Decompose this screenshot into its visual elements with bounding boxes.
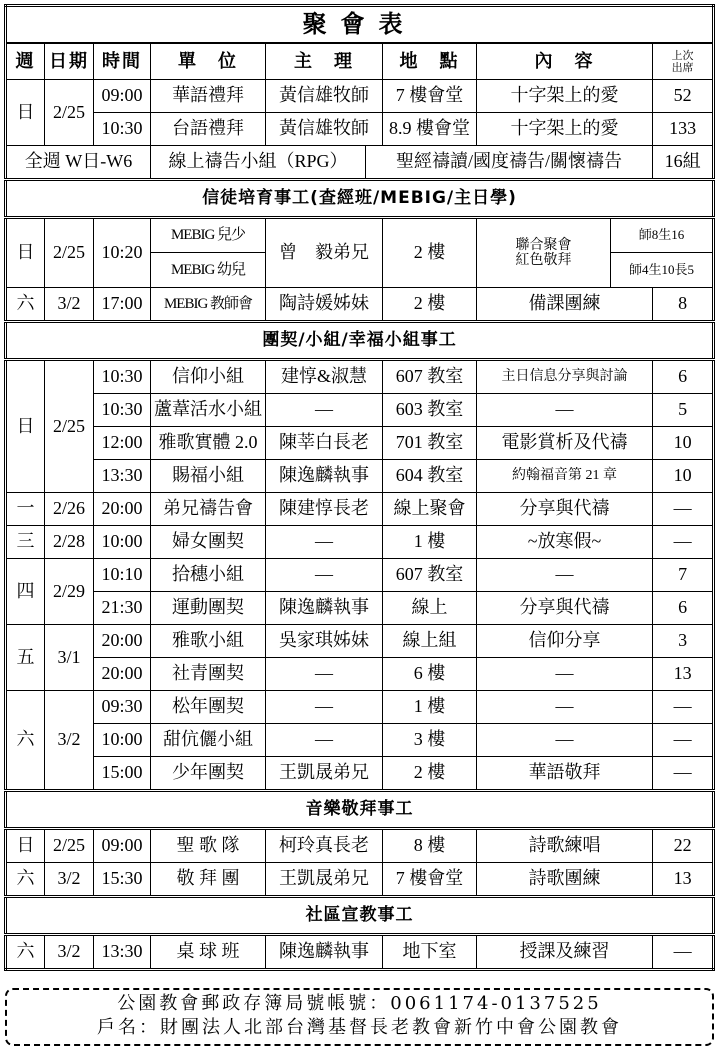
section-heading: 音樂敬拜事工: [6, 791, 714, 829]
content-cell: 詩歌練唱: [477, 829, 653, 863]
header-weekday: 週: [6, 43, 45, 80]
leader-cell: 陳逸麟執事: [266, 592, 383, 625]
content-cell: 十字架上的愛: [477, 80, 653, 113]
table-row: [6, 592, 714, 625]
header-row: [6, 43, 714, 80]
time-cell: 10:30: [94, 113, 151, 146]
place-cell: 3 樓: [383, 724, 477, 757]
table-row: [6, 658, 714, 691]
weekday-cell: 一: [6, 493, 45, 526]
content-cell: 華語敬拜: [477, 757, 653, 791]
weekday-cell: 六: [6, 863, 45, 897]
time-cell: 21:30: [94, 592, 151, 625]
content-cell: 主日信息分享與討論: [477, 360, 653, 394]
header-leader: 主 理: [266, 43, 383, 80]
attendance-cell: 10: [653, 427, 714, 460]
content-cell: 十字架上的愛: [477, 113, 653, 146]
rpg-content-cell: 聖經禱讀/國度禱告/關懷禱告: [366, 146, 653, 180]
place-cell: 8.9 樓會堂: [383, 113, 477, 146]
content-cell: —: [477, 691, 653, 724]
attendance-cell: 5: [653, 394, 714, 427]
place-cell: 1 樓: [383, 526, 477, 559]
leader-cell: —: [266, 691, 383, 724]
attendance-cell: 13: [653, 658, 714, 691]
unit-cell: 少年團契: [151, 757, 266, 791]
rpg-attendance-cell: 16組: [653, 146, 714, 180]
leader-cell: 曾 毅弟兄: [266, 218, 383, 288]
attendance-cell: 6: [653, 592, 714, 625]
leader-cell: 吳家琪姊妹: [266, 625, 383, 658]
table-row: [6, 526, 714, 559]
weekday-cell: 日: [6, 829, 45, 863]
time-cell: 10:00: [94, 724, 151, 757]
content-cell: [477, 218, 611, 288]
header-attendance: [653, 43, 714, 80]
header-time: 時間: [94, 43, 151, 80]
header-place: 地 點: [383, 43, 477, 80]
account-number: 公園教會郵政存簿局號帳號：0061174-0137525: [117, 993, 602, 1014]
leader-cell: 陳建惇長老: [266, 493, 383, 526]
date-cell: 2/25: [45, 829, 94, 863]
header-attendance-line: 上次: [671, 48, 694, 62]
place-cell: 1 樓: [383, 691, 477, 724]
attendance-cell: —: [653, 935, 714, 970]
leader-cell: 王凱晟弟兄: [266, 757, 383, 791]
date-cell: 3/2: [45, 935, 94, 970]
unit-cell: 聖 歌 隊: [151, 829, 266, 863]
time-cell: 09:30: [94, 691, 151, 724]
unit-cell: 拾穗小組: [151, 559, 266, 592]
unit-cell: 信仰小組: [151, 360, 266, 394]
content-cell: 分享與代禱: [477, 493, 653, 526]
rpg-row: [6, 146, 714, 180]
attendance-cell: —: [653, 493, 714, 526]
content-cell: 分享與代禱: [477, 592, 653, 625]
date-cell: 3/2: [45, 288, 94, 322]
section-heading-row: [6, 322, 714, 360]
table-row: [6, 863, 714, 897]
header-content: 內 容: [477, 43, 653, 80]
leader-cell: 陳逸麟執事: [266, 460, 383, 493]
place-cell: 7 樓會堂: [383, 80, 477, 113]
leader-cell: —: [266, 394, 383, 427]
content-cell: —: [477, 559, 653, 592]
meeting-schedule-table: [4, 4, 715, 971]
place-cell: 701 教室: [383, 427, 477, 460]
place-cell: 603 教室: [383, 394, 477, 427]
content-cell: —: [477, 724, 653, 757]
attendance-cell: —: [653, 724, 714, 757]
table-row: [6, 360, 714, 394]
rpg-unit-cell: 線上禱告小組（RPG）: [151, 146, 366, 180]
date-cell: 2/25: [45, 218, 94, 288]
weekday-cell: 日: [6, 80, 45, 146]
table-row: [6, 80, 714, 113]
date-cell: 2/28: [45, 526, 94, 559]
leader-cell: —: [266, 526, 383, 559]
attendance-cell: 13: [653, 863, 714, 897]
unit-cell: 弟兄禱告會: [151, 493, 266, 526]
unit-cell: 松年團契: [151, 691, 266, 724]
place-cell: 2 樓: [383, 218, 477, 288]
date-cell: 3/1: [45, 625, 94, 691]
header-unit: 單 位: [151, 43, 266, 80]
time-cell: 13:30: [94, 460, 151, 493]
place-cell: 線上聚會: [383, 493, 477, 526]
unit-cell: MEBIG 幼兒: [151, 253, 266, 288]
time-cell: 15:00: [94, 757, 151, 791]
section-heading-row: [6, 180, 714, 218]
attendance-cell: 7: [653, 559, 714, 592]
unit-cell: 台語禮拜: [151, 113, 266, 146]
section-heading-row: [6, 897, 714, 935]
weekday-cell: 五: [6, 625, 45, 691]
table-row: [6, 625, 714, 658]
leader-cell: 柯玲真長老: [266, 829, 383, 863]
leader-cell: 王凱晟弟兄: [266, 863, 383, 897]
content-cell: 約翰福音第 21 章: [477, 460, 653, 493]
mebig-row: [6, 218, 714, 253]
place-cell: 線上: [383, 592, 477, 625]
header-attendance-line: 出席: [671, 60, 694, 74]
unit-cell: 蘆葦活水小組: [151, 394, 266, 427]
date-cell: 3/2: [45, 691, 94, 791]
time-cell: 09:00: [94, 829, 151, 863]
content-cell: ~放寒假~: [477, 526, 653, 559]
place-cell: 6 樓: [383, 658, 477, 691]
time-cell: 20:00: [94, 493, 151, 526]
weekday-cell: 六: [6, 288, 45, 322]
date-cell: 2/29: [45, 559, 94, 625]
place-cell: 607 教室: [383, 360, 477, 394]
section-heading: 團契/小組/幸福小組事工: [6, 322, 714, 360]
time-cell: 09:00: [94, 80, 151, 113]
place-cell: 8 樓: [383, 829, 477, 863]
place-cell: 2 樓: [383, 757, 477, 791]
section-heading: 信徒培育事工(查經班/MEBIG/主日學): [6, 180, 714, 218]
unit-cell: MEBIG 兒少: [151, 218, 266, 253]
time-cell: 10:20: [94, 218, 151, 288]
leader-cell: 陳莘白長老: [266, 427, 383, 460]
unit-cell: 婦女團契: [151, 526, 266, 559]
date-cell: 2/26: [45, 493, 94, 526]
date-cell: 2/25: [45, 80, 94, 146]
content-cell: —: [477, 658, 653, 691]
leader-cell: —: [266, 658, 383, 691]
place-cell: 604 教室: [383, 460, 477, 493]
weekday-cell: 三: [6, 526, 45, 559]
table-row: [6, 493, 714, 526]
table-row: [6, 460, 714, 493]
table-row: [6, 935, 714, 970]
unit-cell: 社青團契: [151, 658, 266, 691]
time-cell: 17:00: [94, 288, 151, 322]
time-cell: 12:00: [94, 427, 151, 460]
weekday-cell: 日: [6, 218, 45, 288]
account-name: 戶名：財團法人北部台灣基督長老教會新竹中會公園教會: [97, 1017, 622, 1038]
table-row: [6, 288, 714, 322]
leader-cell: 陶詩媛姊妹: [266, 288, 383, 322]
place-cell: 線上組: [383, 625, 477, 658]
date-cell: 2/25: [45, 360, 94, 493]
attendance-cell: —: [653, 757, 714, 791]
bank-account-note: [5, 988, 714, 1046]
content-cell: —: [477, 394, 653, 427]
leader-cell: 黃信雄牧師: [266, 113, 383, 146]
table-row: [6, 394, 714, 427]
time-cell: 20:00: [94, 625, 151, 658]
content-cell: 詩歌團練: [477, 863, 653, 897]
unit-cell: 雅歌實體 2.0: [151, 427, 266, 460]
table-row: [6, 724, 714, 757]
place-cell: 2 樓: [383, 288, 477, 322]
attendance-cell: 8: [653, 288, 714, 322]
attendance-cell: —: [653, 691, 714, 724]
attendance-cell: —: [653, 526, 714, 559]
place-cell: 7 樓會堂: [383, 863, 477, 897]
leader-cell: 建惇&淑慧: [266, 360, 383, 394]
time-cell: 15:30: [94, 863, 151, 897]
table-row: [6, 113, 714, 146]
attendance-cell: 22: [653, 829, 714, 863]
content-line: 聯合聚會: [515, 237, 572, 253]
content-cell: 電影賞析及代禱: [477, 427, 653, 460]
unit-cell: 運動團契: [151, 592, 266, 625]
time-cell: 13:30: [94, 935, 151, 970]
content-cell: 備課團練: [477, 288, 653, 322]
content-cell: 授課及練習: [477, 935, 653, 970]
attendance-cell: 師8生16: [611, 218, 714, 253]
weekday-cell: 六: [6, 935, 45, 970]
leader-cell: —: [266, 724, 383, 757]
content-line: 紅色敬拜: [515, 253, 572, 268]
unit-cell: 雅歌小組: [151, 625, 266, 658]
leader-cell: 陳逸麟執事: [266, 935, 383, 970]
table-row: [6, 691, 714, 724]
leader-cell: —: [266, 559, 383, 592]
unit-cell: 甜伉儷小組: [151, 724, 266, 757]
attendance-cell: 52: [653, 80, 714, 113]
place-cell: 地下室: [383, 935, 477, 970]
attendance-cell: 6: [653, 360, 714, 394]
table-row: [6, 427, 714, 460]
unit-cell: 華語禮拜: [151, 80, 266, 113]
unit-cell: 敬 拜 團: [151, 863, 266, 897]
table-row: [6, 757, 714, 791]
content-cell: 信仰分享: [477, 625, 653, 658]
table-row: [6, 559, 714, 592]
place-cell: 607 教室: [383, 559, 477, 592]
date-cell: 3/2: [45, 863, 94, 897]
section-heading-row: [6, 791, 714, 829]
attendance-cell: 3: [653, 625, 714, 658]
unit-cell: 賜福小組: [151, 460, 266, 493]
leader-cell: 黃信雄牧師: [266, 80, 383, 113]
table-row: [6, 829, 714, 863]
unit-cell: MEBIG 教師會: [151, 288, 266, 322]
header-date: 日期: [45, 43, 94, 80]
time-cell: 20:00: [94, 658, 151, 691]
time-cell: 10:00: [94, 526, 151, 559]
time-cell: 10:30: [94, 360, 151, 394]
weekday-cell: 六: [6, 691, 45, 791]
attendance-cell: 10: [653, 460, 714, 493]
time-cell: 10:10: [94, 559, 151, 592]
time-cell: 10:30: [94, 394, 151, 427]
page-title: 聚會表: [6, 6, 714, 44]
title-row: [6, 6, 714, 44]
weekday-cell: 日: [6, 360, 45, 493]
unit-cell: 桌 球 班: [151, 935, 266, 970]
weekday-cell: 四: [6, 559, 45, 625]
section-heading: 社區宣教事工: [6, 897, 714, 935]
rpg-period-cell: 全週 W日-W6: [6, 146, 151, 180]
attendance-cell: 133: [653, 113, 714, 146]
attendance-cell: 師4生10長5: [611, 253, 714, 288]
